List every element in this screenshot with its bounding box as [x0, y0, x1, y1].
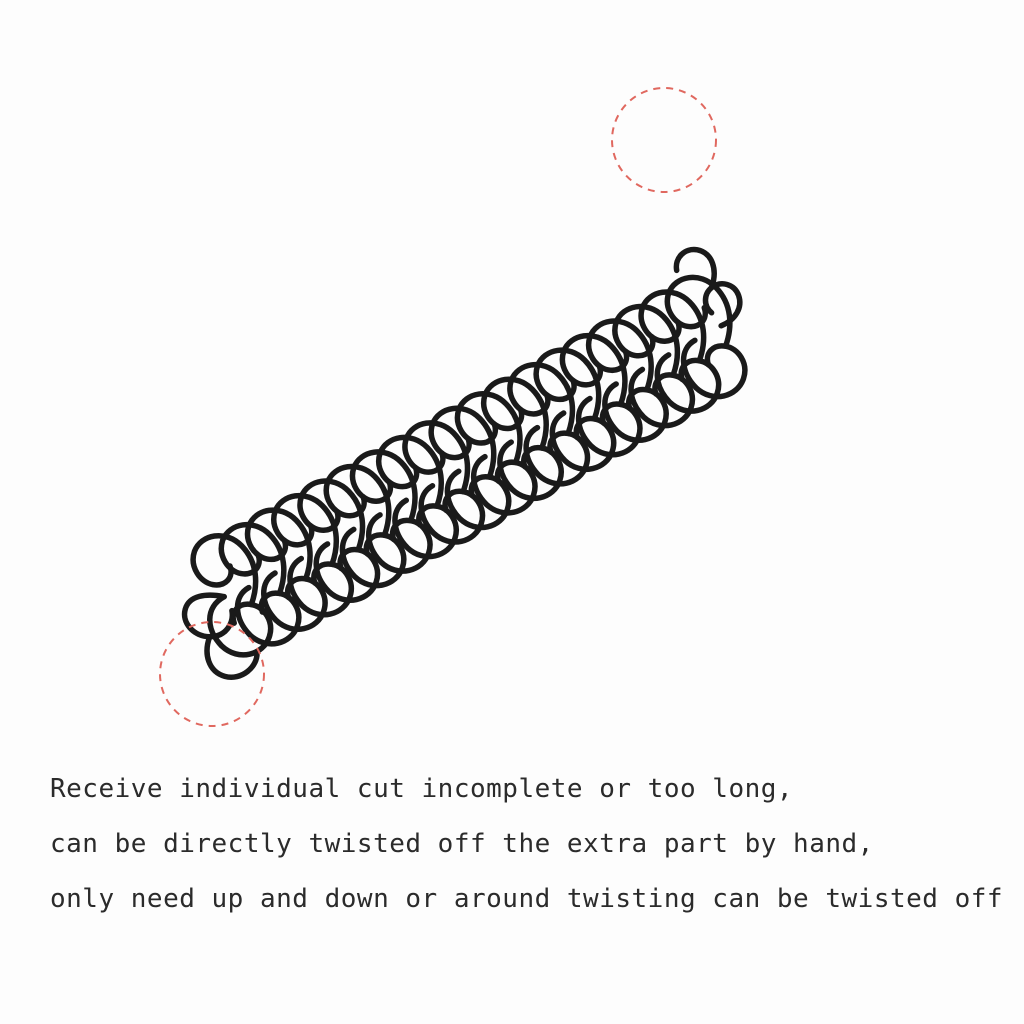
- caption-line-3: only need up and down or around twisting can be twisted off: [50, 884, 1004, 914]
- caption-block: [50, 762, 1004, 927]
- caption-line-1: Receive individual cut incomplete or too long,: [50, 774, 794, 804]
- caption-line-2: can be directly twisted off the extra part by hand,: [50, 829, 874, 859]
